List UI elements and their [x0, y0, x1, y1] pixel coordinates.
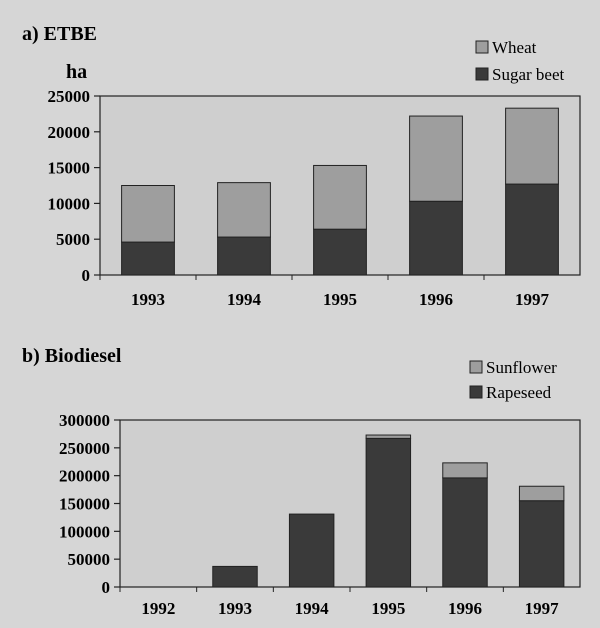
bar-segment-sugar-beet	[122, 242, 175, 275]
bar-segment-sugar-beet	[314, 229, 367, 275]
x-tick-label: 1993	[131, 290, 165, 309]
y-tick-label: 0	[101, 578, 110, 597]
legend-swatch	[470, 361, 482, 373]
x-tick-label: 1994	[294, 599, 329, 618]
x-tick-label: 1997	[524, 599, 559, 618]
bar-segment-wheat	[218, 183, 271, 237]
x-tick-label: 1993	[218, 599, 252, 618]
x-tick-label: 1996	[419, 290, 453, 309]
legend-swatch	[476, 41, 488, 53]
legend-label: Sunflower	[486, 358, 557, 377]
y-tick-label: 100000	[59, 522, 110, 542]
bar-segment-rapeseed	[213, 566, 257, 587]
bar-segment-rapeseed	[289, 514, 333, 587]
x-tick-label: 1997	[515, 290, 549, 309]
bar-segment-sugar-beet	[506, 184, 559, 275]
y-tick-label: 0	[81, 266, 90, 285]
legend-swatch	[476, 68, 488, 80]
bar-segment-sunflower	[519, 486, 563, 500]
bar-segment-sugar-beet	[218, 237, 271, 275]
x-tick-label: 1992	[141, 599, 176, 618]
x-tick-label: 1994	[227, 290, 261, 309]
legend-label: Sugar beet	[492, 65, 565, 84]
bar-segment-wheat	[506, 108, 559, 184]
y-tick-label: 250000	[59, 438, 110, 458]
bar-segment-rapeseed	[443, 478, 487, 587]
y-tick-label: 300000	[59, 411, 110, 430]
y-tick-label: 25000	[47, 87, 90, 106]
legend-label: Rapeseed	[486, 383, 552, 402]
bar-segment-wheat	[122, 186, 175, 243]
y-tick-label: 200000	[59, 466, 110, 486]
legend-label: Wheat	[492, 38, 537, 57]
chart-title: a) ETBE	[22, 23, 98, 45]
plot-area	[120, 420, 580, 587]
y-tick-label: 150000	[59, 494, 110, 514]
chart-title: b) Biodiesel	[22, 345, 122, 367]
bar-segment-wheat	[410, 116, 463, 201]
bar-segment-sunflower	[366, 435, 410, 438]
y-axis-unit-label: ha	[66, 61, 88, 83]
x-tick-label: 1996	[448, 599, 482, 618]
legend-swatch	[470, 386, 482, 398]
bar-segment-rapeseed	[519, 501, 563, 587]
x-tick-label: 1995	[323, 290, 357, 309]
y-tick-label: 50000	[67, 550, 110, 570]
y-tick-label: 15000	[47, 158, 90, 178]
y-tick-label: 20000	[47, 122, 90, 142]
y-tick-label: 10000	[47, 194, 90, 214]
x-tick-label: 1995	[371, 599, 406, 618]
bar-segment-rapeseed	[366, 438, 410, 587]
y-tick-label: 5000	[56, 230, 90, 250]
bar-segment-sunflower	[443, 463, 487, 478]
bar-segment-sugar-beet	[410, 201, 463, 275]
bar-segment-wheat	[314, 165, 367, 229]
